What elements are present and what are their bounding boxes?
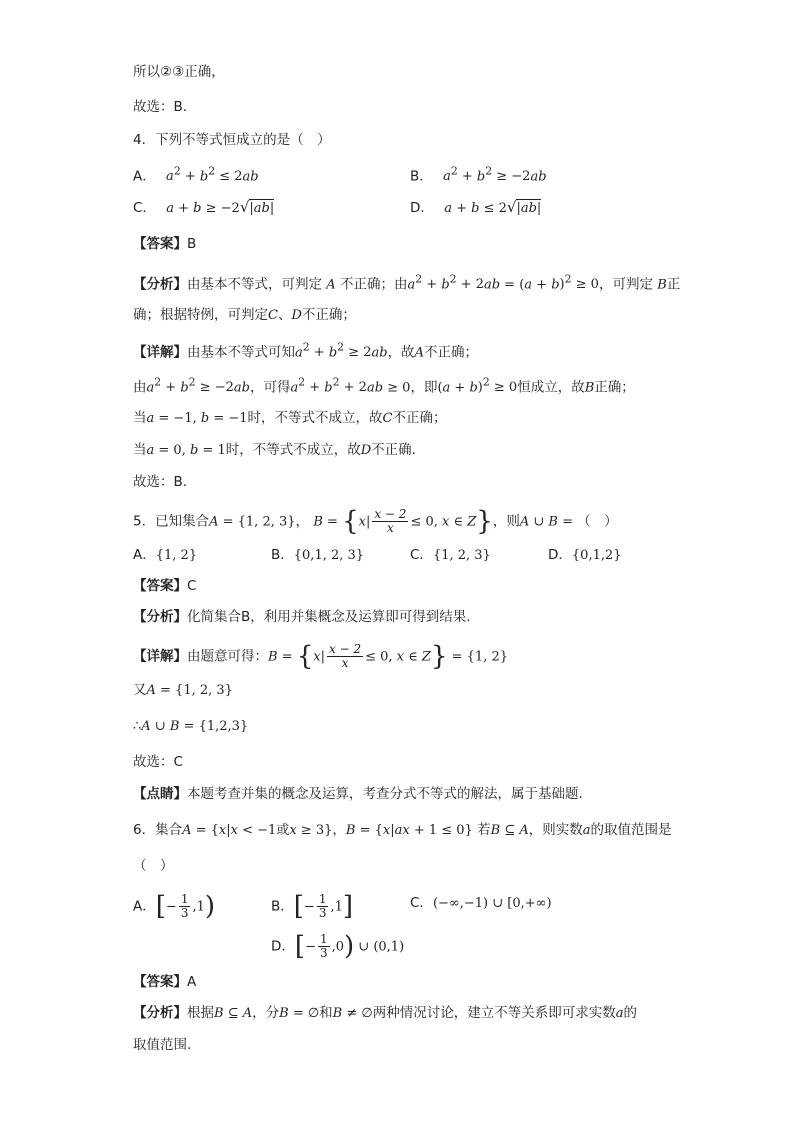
q6-option-c: C．(−∞,−1) ∪ [0,+∞) <box>410 895 552 911</box>
q6-option-b: B．[− $\frac{1}{3}$ ,1] <box>271 891 354 922</box>
q4-answer: 【答案】B <box>133 236 197 252</box>
q4-option-c: C． a + b ≥ −2√|ab| <box>133 198 275 216</box>
q6-analysis: 【分析】根据B ⊆ A，分B = ∅和B ≠ ∅两种情况讨论，建立不等关系即可求实数a的 <box>133 1005 637 1021</box>
q4-analysis-cont: 确；根据特例，可判定C、D不正确； <box>133 307 356 323</box>
q4-option-a: A． $a^2 + b^2 \le 2ab$ <box>133 165 259 185</box>
q5-also: 又A = {1, 2, 3} <box>133 682 233 698</box>
q6-answer: 【答案】A <box>133 974 197 990</box>
q5-option-c: C．{1, 2, 3} <box>410 547 491 563</box>
q5-analysis: 【分析】化简集合B，利用并集概念及运算即可得到结果. <box>133 609 471 625</box>
question-4-stem: 4．下列不等式恒成立的是（ ） <box>133 132 331 148</box>
q4-detail-4: 当a = 0, b = 1时，不等式不成立，故D不正确. <box>133 442 416 458</box>
q5-comment: 【点睛】本题考查并集的概念及运算，考查分式不等式的解法，属于基础题. <box>133 786 583 802</box>
q5-therefore: ∴A ∪ B = {1,2,3} <box>133 719 249 734</box>
q4-detail-3: 当a = −1, b = −1时，不等式不成立，故C不正确； <box>133 410 447 426</box>
q4-option-b: B． $a^2 + b^2 \ge -2ab$ <box>410 165 547 185</box>
q5-option-a: A．{1, 2} <box>133 547 198 563</box>
q4-detail-2: 由$a^2 + b^2 \ge -2ab$，可得$a^2 + b^2 + 2ab \ge 0$，即$(a + b)^2 \ge 0$恒成立，故B正确； <box>133 376 635 396</box>
q4-option-d: D． a + b ≤ 2√|ab| <box>410 198 542 216</box>
q6-paren: （ ） <box>133 858 174 874</box>
q4-analysis: 【分析】由基本不等式，可判定 A 不正确；由$a^2 + b^2 + 2ab = (a + b)^2 \ge 0$，可判定 B正 <box>133 273 681 293</box>
q6-analysis-cont: 取值范围. <box>133 1037 192 1053</box>
text-line: 故选：B. <box>133 99 188 115</box>
q5-detail: 【详解】由题意可得：B = {x| $\frac{x - 2}{x}$ ≤ 0, x ∈ Z} = {1, 2} <box>133 641 509 672</box>
q4-end: 故选：B. <box>133 474 188 490</box>
question-5-stem: 5．已知集合A = {1, 2, 3}， B = {x| $\frac{x - 2}{x}$ ≤ 0, x ∈ Z}，则A ∪ B = （ ） <box>133 506 618 537</box>
q5-answer: 【答案】C <box>133 578 197 594</box>
q5-option-b: B．{0,1, 2, 3} <box>271 547 365 563</box>
q5-end: 故选：C <box>133 754 183 770</box>
question-6-stem: 6．集合A = {x|x < −1或x ≥ 3}，B = {x|ax + 1 ≤ 0} 若B ⊆ A，则实数a的取值范围是 <box>133 822 672 838</box>
text-line: 所以②③正确， <box>133 64 225 80</box>
q5-option-d: D．{0,1,2} <box>548 547 622 563</box>
q6-option-a: A．[− $\frac{1}{3}$ ,1) <box>133 891 216 922</box>
q4-detail: 【详解】由基本不等式可知$a^2 + b^2 \ge 2ab$，故A不正确； <box>133 341 478 361</box>
q6-option-d: D．[− $\frac{1}{3}$ ,0) ∪ (0,1) <box>271 931 405 962</box>
